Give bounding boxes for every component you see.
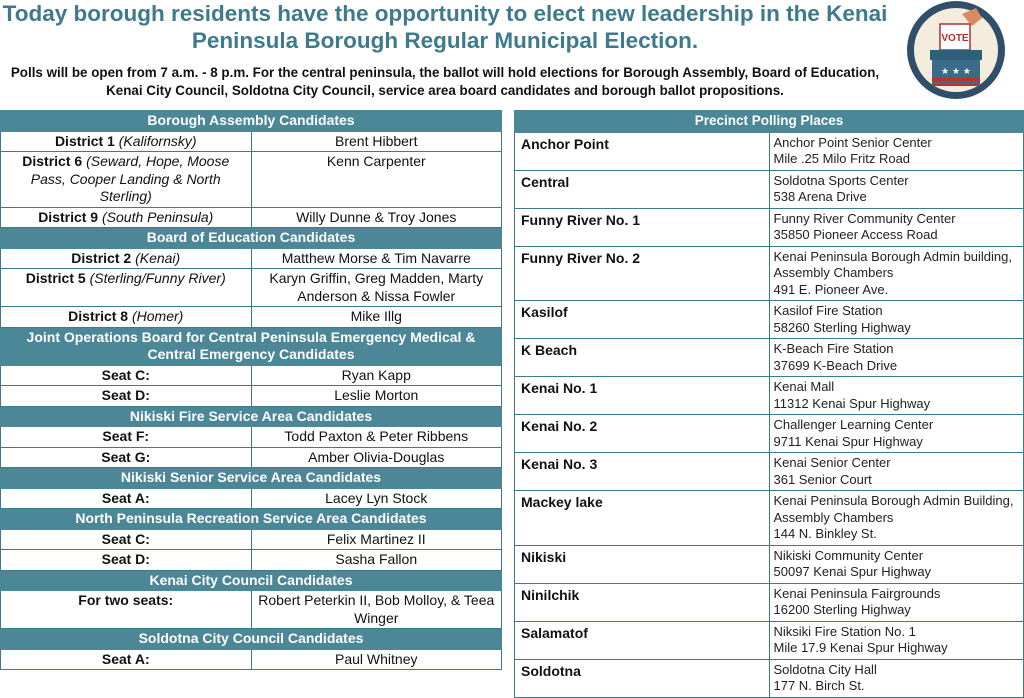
seat-name: District 5 xyxy=(25,270,86,286)
seat-label xyxy=(1,386,252,407)
precinct-name: Salamatof xyxy=(515,621,770,659)
candidate-names: Brent Hibbert xyxy=(251,131,502,152)
candidate-names: Leslie Morton xyxy=(251,386,502,407)
seat-label xyxy=(1,307,252,328)
candidate-row xyxy=(1,447,502,468)
subhead: Polls will be open from 7 a.m. - 8 p.m. For the central peninsula, the ballot will hold elections for Borough Assembly, Board of Education, Kenai City Council, Soldotna City Council, service area board candidates and borough ballot propositions. xyxy=(10,65,880,98)
location-name: Kenai Peninsula Fairgrounds xyxy=(773,585,941,601)
polling-row xyxy=(515,583,1024,621)
candidate-row xyxy=(1,649,502,670)
precinct-name: Soldotna xyxy=(515,659,770,697)
location-name: K-Beach Fire Station xyxy=(773,341,894,356)
precinct-name: Mackey lake xyxy=(515,491,770,546)
headline: Today borough residents have the opportunity to elect new leadership in the Kenai Peninsula Borough Regular Municipal Election. xyxy=(2,1,888,53)
seat-label xyxy=(1,427,252,448)
candidate-names: Paul Whitney xyxy=(251,649,502,670)
location-name: Kenai Mall xyxy=(773,379,835,394)
seat-name: Seat A: xyxy=(101,489,150,506)
precinct-name: K Beach xyxy=(515,339,770,377)
candidate-row xyxy=(1,427,502,448)
precinct-name: Kenai No. 2 xyxy=(515,415,770,453)
seat-area: (Kalifornsky) xyxy=(118,132,197,149)
location-address: 361 Senior Court xyxy=(773,471,872,487)
polling-row xyxy=(515,377,1024,415)
box-top xyxy=(930,50,982,60)
seat-label xyxy=(1,447,252,468)
candidate-names: Karyn Griffin, Greg Madden, Marty Anderson & Nissa Fowler xyxy=(251,269,502,307)
seat-label xyxy=(1,591,252,629)
candidate-row xyxy=(1,248,502,269)
precinct-name: Funny River No. 2 xyxy=(515,246,770,301)
seat-label xyxy=(1,649,252,670)
candidate-row xyxy=(1,529,502,550)
location-name: Kenai Peninsula Borough Admin building, Assembly Chambers xyxy=(773,248,1013,280)
polling-row xyxy=(515,246,1024,301)
vote-label: VOTE xyxy=(941,33,969,44)
polling-location xyxy=(769,545,1024,583)
candidate-names: Matthew Morse & Tim Navarre xyxy=(251,248,502,269)
location-address: Mile .25 Milo Fritz Road xyxy=(773,151,911,166)
location-address: 37699 K-Beach Drive xyxy=(773,357,898,373)
polling-row xyxy=(515,208,1024,246)
section-header: Board of Education Candidates xyxy=(1,228,502,249)
polling-location xyxy=(769,339,1024,377)
seat-area: (Sterling/Funny River) xyxy=(89,270,226,286)
candidate-names: Felix Martinez II xyxy=(251,529,502,550)
polling-location xyxy=(769,246,1024,301)
precinct-name: Kasilof xyxy=(515,301,770,339)
candidate-row xyxy=(1,152,502,208)
seat-name: District 8 xyxy=(68,308,129,324)
candidate-names: Ryan Kapp xyxy=(251,365,502,386)
seat-name: Seat D: xyxy=(101,387,150,403)
location-address: 491 E. Pioneer Ave. xyxy=(773,281,889,297)
seat-name: District 1 xyxy=(54,132,115,149)
polling-location xyxy=(769,583,1024,621)
candidate-row xyxy=(1,550,502,571)
polling-location xyxy=(769,132,1024,170)
candidate-names: Amber Olivia-Douglas xyxy=(251,447,502,468)
seat-label xyxy=(1,248,252,269)
seat-label xyxy=(1,131,252,152)
seat-name: Seat F: xyxy=(102,428,150,444)
polling-location xyxy=(769,208,1024,246)
candidate-names: Robert Peterkin II, Bob Molloy, & Teea Winger xyxy=(251,591,502,629)
location-name: Kenai Peninsula Borough Admin Building, Assembly Chambers xyxy=(773,493,1014,525)
section-header: Nikiski Fire Service Area Candidates xyxy=(1,406,502,427)
location-name: Soldotna City Hall xyxy=(773,661,877,677)
polling-location xyxy=(769,301,1024,339)
location-address: 58260 Sterling Highway xyxy=(773,319,911,335)
polling-row xyxy=(515,301,1024,339)
candidate-names: Todd Paxton & Peter Ribbens xyxy=(251,427,502,448)
seat-label xyxy=(1,550,252,571)
seat-name: District 2 xyxy=(71,249,132,266)
polling-row xyxy=(515,170,1024,208)
precinct-name: Anchor Point xyxy=(515,132,770,170)
polling-location xyxy=(769,170,1024,208)
section-header: North Peninsula Recreation Service Area Candidates xyxy=(1,509,502,530)
location-name: Funny River Community Center xyxy=(773,210,956,226)
polling-row xyxy=(515,453,1024,491)
location-address: 538 Arena Drive xyxy=(773,189,867,204)
seat-label xyxy=(1,269,252,307)
seat-name: District 9 xyxy=(38,208,99,225)
precinct-name: Kenai No. 1 xyxy=(515,377,770,415)
precinct-name: Nikiski xyxy=(515,545,770,583)
polling-header: Precinct Polling Places xyxy=(515,111,1024,133)
polling-row xyxy=(515,659,1024,697)
seat-area: (South Peninsula) xyxy=(102,208,214,225)
location-name: Challenger Learning Center xyxy=(773,417,934,432)
location-name: Kenai Senior Center xyxy=(773,455,891,470)
location-address: 9711 Kenai Spur Highway xyxy=(773,433,923,449)
location-name: Soldotna Sports Center xyxy=(773,172,909,188)
candidate-row xyxy=(1,365,502,386)
candidate-names: Kenn Carpenter xyxy=(251,152,502,208)
candidate-row xyxy=(1,488,502,509)
precinct-name: Funny River No. 1 xyxy=(515,208,770,246)
polling-row xyxy=(515,339,1024,377)
precinct-name: Ninilchik xyxy=(515,583,770,621)
candidate-row xyxy=(1,131,502,152)
location-address: 16200 Sterling Highway xyxy=(773,602,911,617)
seat-label xyxy=(1,488,252,509)
polling-location xyxy=(769,377,1024,415)
section-header: Soldotna City Council Candidates xyxy=(1,629,502,650)
stars: ★ ★ ★ xyxy=(941,67,971,77)
location-name: Anchor Point Senior Center xyxy=(773,134,932,150)
polling-row xyxy=(515,491,1024,546)
location-address: 177 N. Birch St. xyxy=(773,678,865,693)
section-header: Kenai City Council Candidates xyxy=(1,570,502,591)
location-address: Mile 17.9 Kenai Spur Highway xyxy=(773,640,948,655)
seat-name: Seat A: xyxy=(101,650,150,667)
candidate-row xyxy=(1,386,502,407)
precinct-name: Central xyxy=(515,170,770,208)
candidate-names: Mike Illg xyxy=(251,307,502,328)
stripe-1 xyxy=(932,78,980,81)
location-name: Niksiki Fire Station No. 1 xyxy=(773,623,916,639)
candidate-names: Lacey Lyn Stock xyxy=(251,488,502,509)
candidate-names: Willy Dunne & Troy Jones xyxy=(251,207,502,228)
candidates-table xyxy=(0,110,502,670)
seat-area: (Seward, Hope, Moose Pass, Cooper Landing & North Sterling) xyxy=(30,153,230,204)
seat-name: Seat C: xyxy=(101,530,150,547)
polling-location xyxy=(769,491,1024,546)
precinct-name: Kenai No. 3 xyxy=(515,453,770,491)
seat-label xyxy=(1,529,252,550)
location-name: Nikiski Community Center xyxy=(773,547,924,563)
candidate-row xyxy=(1,591,502,629)
location-address: 35850 Pioneer Access Road xyxy=(773,227,938,242)
seat-name: For two seats: xyxy=(78,592,174,608)
location-address: 50097 Kenai Spur Highway xyxy=(773,564,932,579)
candidate-row xyxy=(1,207,502,228)
polling-location xyxy=(769,415,1024,453)
polling-location xyxy=(769,621,1024,659)
location-address: 11312 Kenai Spur Highway xyxy=(773,395,931,411)
polling-row xyxy=(515,621,1024,659)
seat-label xyxy=(1,152,252,208)
seat-name: Seat C: xyxy=(101,366,150,383)
seat-label xyxy=(1,207,252,228)
polling-row xyxy=(515,132,1024,170)
location-name: Kasilof Fire Station xyxy=(773,303,883,318)
candidate-row xyxy=(1,307,502,328)
seat-name: Seat G: xyxy=(101,448,151,465)
polling-places-table xyxy=(514,110,1024,698)
seat-area: (Kenai) xyxy=(135,249,181,266)
candidate-row xyxy=(1,269,502,307)
polling-row xyxy=(515,545,1024,583)
section-header: Joint Operations Board for Central Peninsula Emergency Medical & Central Emergency Candidates xyxy=(1,327,502,365)
section-header: Nikiski Senior Service Area Candidates xyxy=(1,468,502,489)
seat-label xyxy=(1,365,252,386)
seat-area: (Homer) xyxy=(131,308,184,324)
stripe-2 xyxy=(932,84,980,86)
seat-name: Seat D: xyxy=(101,551,150,567)
location-address: 144 N. Binkley St. xyxy=(773,526,877,541)
candidate-names: Sasha Fallon xyxy=(251,550,502,571)
seat-name: District 6 xyxy=(22,153,83,169)
polling-location xyxy=(769,659,1024,697)
ballot-box-icon xyxy=(902,0,1010,102)
section-header: Borough Assembly Candidates xyxy=(1,111,502,132)
polling-row xyxy=(515,415,1024,453)
polling-location xyxy=(769,453,1024,491)
